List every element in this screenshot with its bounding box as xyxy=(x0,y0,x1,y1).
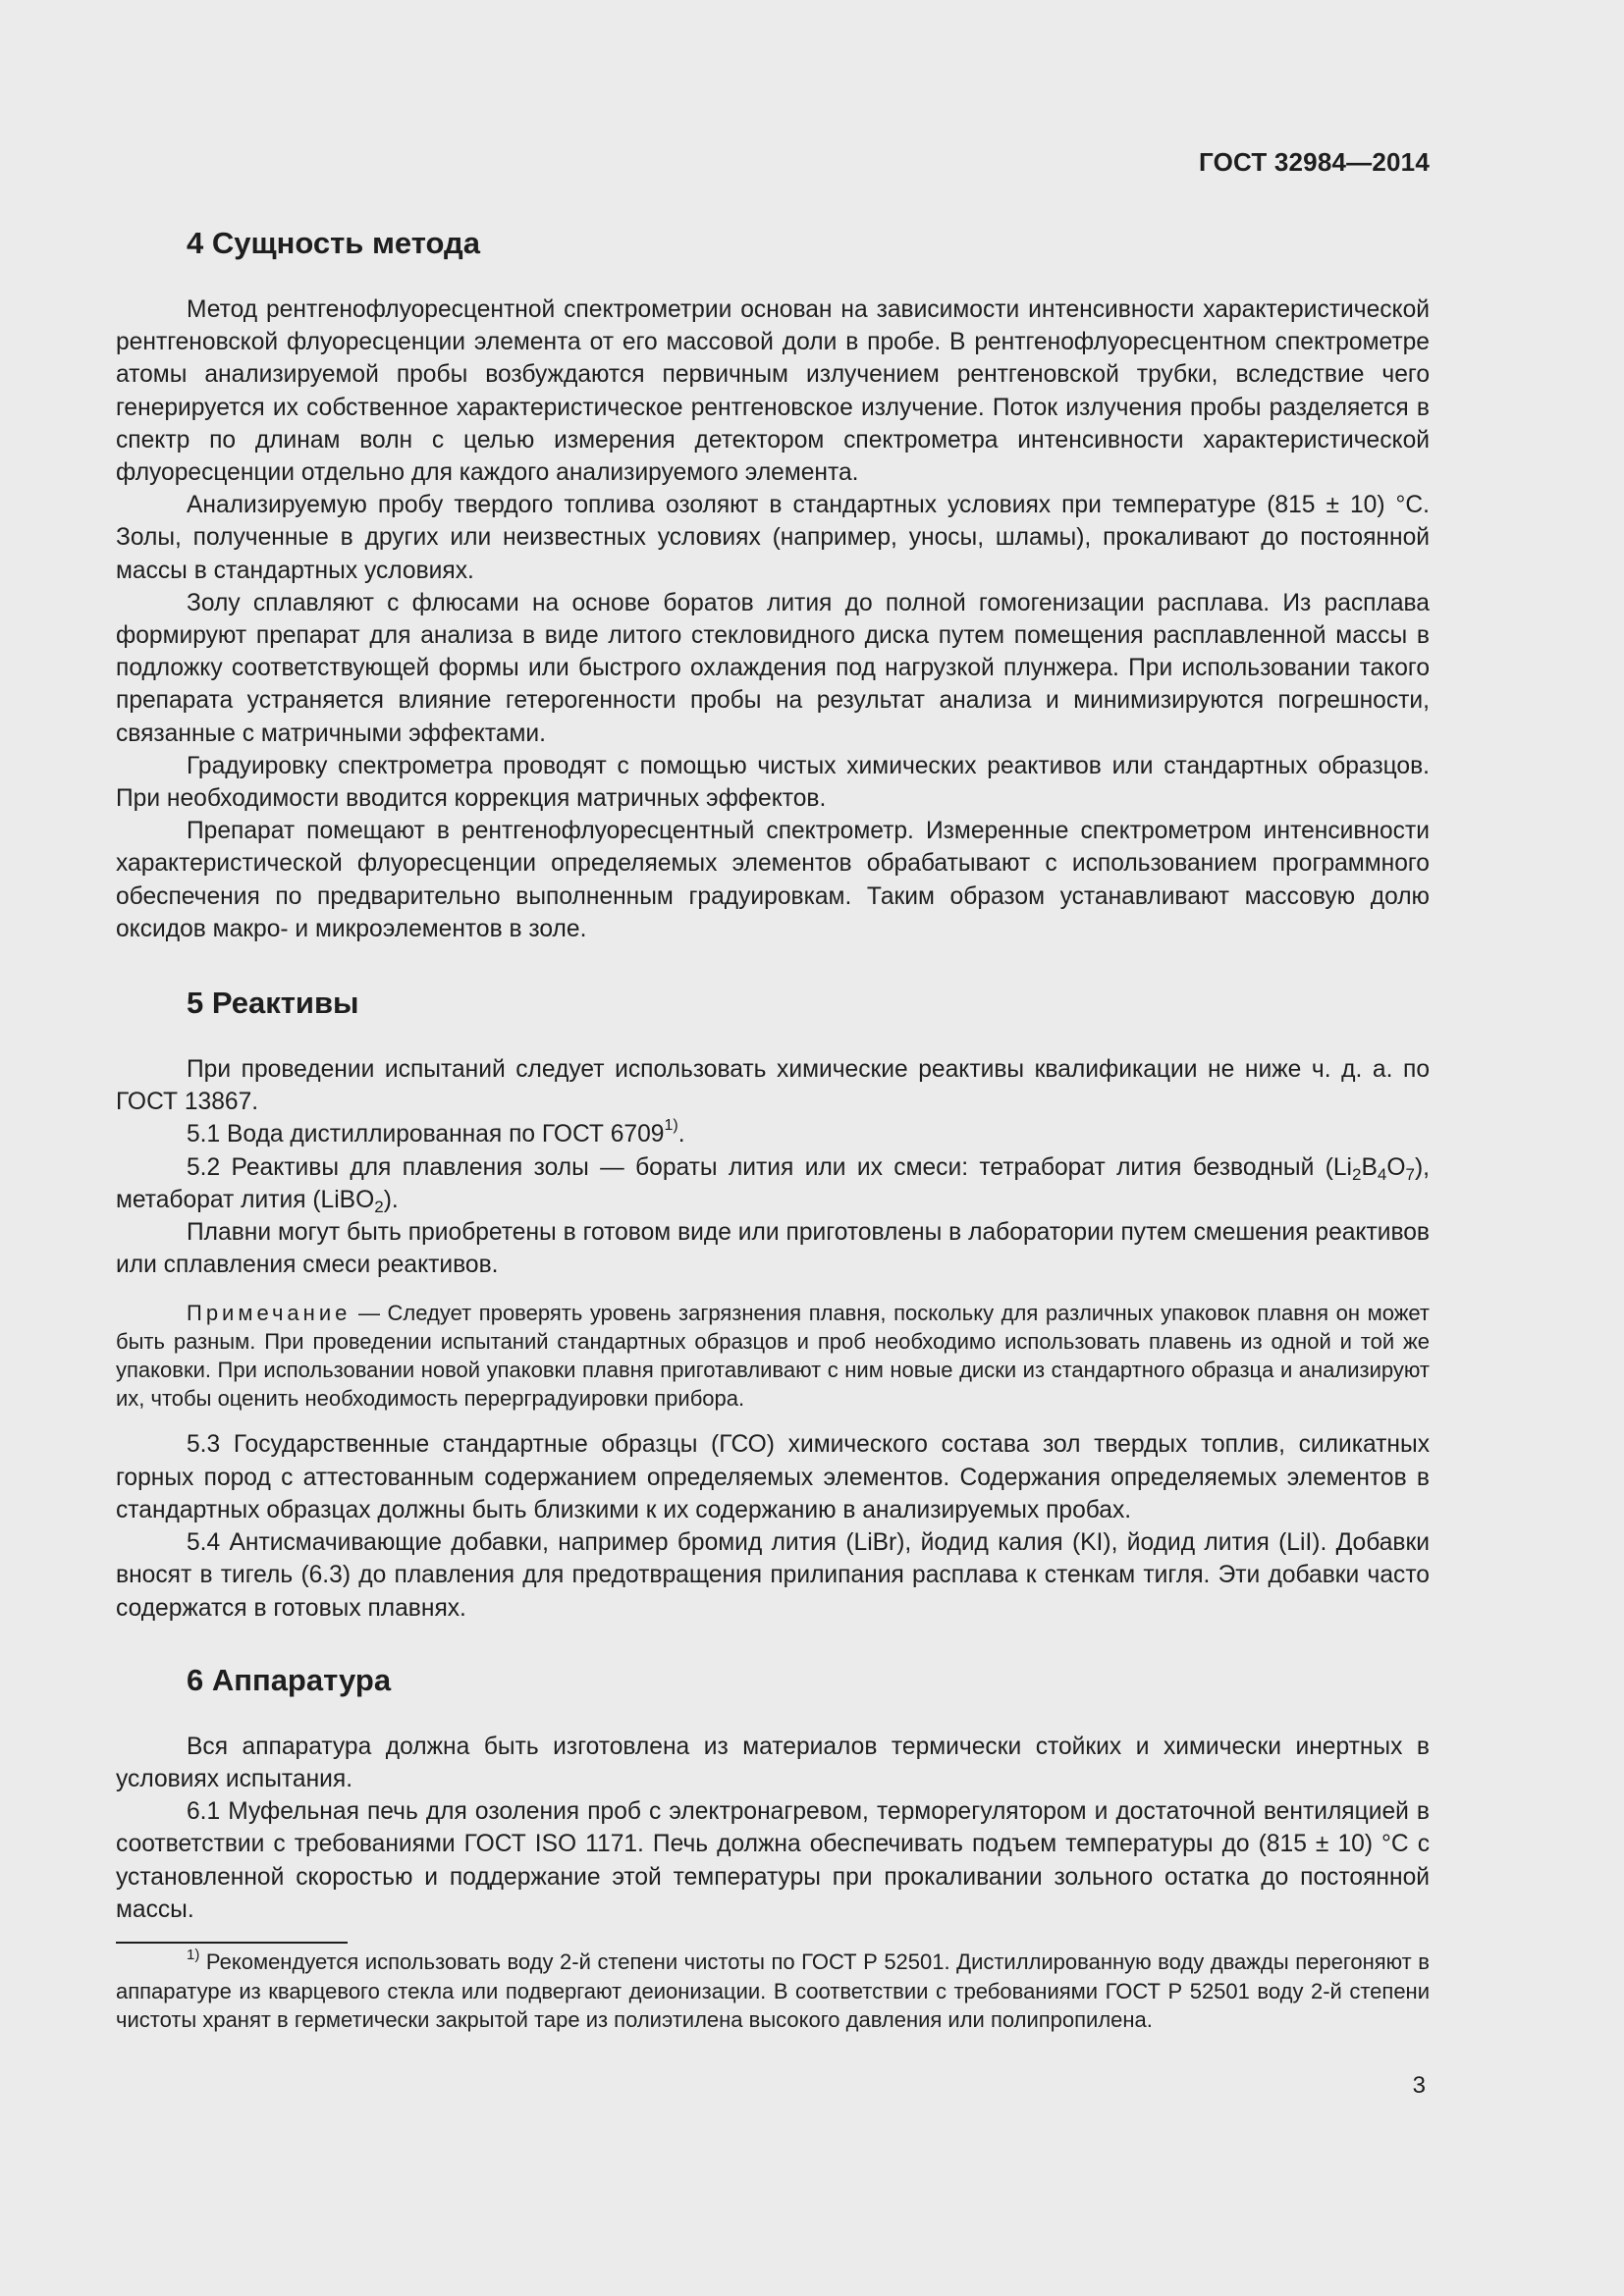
clause-5-2-text-d: ), метаборат лития (LiBO xyxy=(116,1153,1430,1213)
section-4-paragraph-1: Метод рентгенофлуоресцентной спектрометрии основан на зависимости интенсивности характеристической рентгеновской флуоресценции элемента от его массовой доли в пробе. В рентгенофлуоресцентном спектрометре атомы анализируемой пробы возбуждаются первичным излучением рентгеновской трубки, вследствие чего генерируется их собственное характеристическое рентгеновское излучение. Поток излучения пробы разделяется в спектр по длинам волн с целью измерения детектором спектрометра интенсивности характеристической флуоресценции отдельно для каждого анализируемого элемента. xyxy=(116,296,1430,487)
main-content xyxy=(116,224,1430,1926)
clause-5-2-text-e: ). xyxy=(383,1186,399,1213)
subscript: 4 xyxy=(1377,1164,1387,1184)
section-4-paragraph-4: Градуировку спектрометра проводят с помощью чистых химических реактивов или стандартных образцов. При необходимости вводится коррекция матричных эффектов. xyxy=(116,752,1430,813)
footnote-separator xyxy=(116,1942,348,1944)
footnote-ref-1[interactable]: 1) xyxy=(664,1117,678,1135)
note-block xyxy=(116,1299,1430,1413)
clause-5-2 xyxy=(116,1151,1430,1216)
section-4-paragraph-3: Золу сплавляют с флюсами на основе боратов лития до полной гомогенизации расплава. Из расплава формируют препарат для анализа в виде литого стекловидного диска путем помещения расплавленной массы в подложку соответствующей формы или быстрого охлаждения под нагрузкой плунжера. При использовании такого препарата устраняется влияние гетерогенности пробы на результат анализа и минимизируются погрешности, связанные с матричными эффектами. xyxy=(116,589,1430,747)
footnote xyxy=(116,1948,1430,2035)
section-6-intro: Вся аппаратура должна быть изготовлена из материалов термически стойких и химически инертных в условиях испытания. xyxy=(116,1733,1430,1792)
clause-6-1: 6.1 Муфельная печь для озоления проб с электронагревом, терморегулятором и достаточной вентиляцией в соответствии с требованиями ГОСТ ISO 1171. Печь должна обеспечивать подъем температуры до (815 ± 10) °С с установленной скоростью и поддержание этой температуры при прокаливании зольного остатка до постоянной массы. xyxy=(116,1798,1430,1923)
subscript: 7 xyxy=(1405,1164,1415,1184)
section-4-paragraph-5: Препарат помещают в рентгенофлуоресцентный спектрометр. Измеренные спектрометром интенсивности характеристической флуоресценции определяемых элементов обрабатывают с использованием программного обеспечения по предварительно выполненным градуировкам. Таким образом устанавливают массовую долю оксидов макро- и микроэлементов в золе. xyxy=(116,818,1430,942)
clause-5-4: 5.4 Антисмачивающие добавки, например бромид лития (LiBr), йодид калия (KI), йодид лития (LiI). Добавки вносят в тигель (6.3) до плавления для предотвращения прилипания расплава к стенкам тигля. Эти добавки часто содержатся в готовых плавнях. xyxy=(116,1529,1430,1622)
section-4-title: 4 Сущность метода xyxy=(187,226,480,260)
subscript: 2 xyxy=(374,1197,384,1216)
clause-5-1-text: 5.1 Вода дистиллированная по ГОСТ 6709 xyxy=(187,1121,665,1148)
clause-5-3: 5.3 Государственные стандартные образцы (ГСО) химического состава зол твердых топлив, силикатных горных пород с аттестованным содержанием определяемых элементов. Содержания определяемых элементов в стандартных образцах должны быть близкими к их содержанию в анализируемых пробах. xyxy=(116,1431,1430,1523)
clause-5-2-text-a: 5.2 Реактивы для плавления золы — бораты лития или их смеси: тетраборат лития безводный (Li xyxy=(187,1153,1353,1181)
note-label: Примечание xyxy=(187,1301,352,1326)
section-4-paragraph-2: Анализируемую пробу твердого топлива озоляют в стандартных условиях при температуре (815 ± 10) °С. Золы, полученные в других или неизвестных условиях (например, уносы, шламы), прокаливают до постоянной массы в стандартных условиях. xyxy=(116,492,1430,584)
clause-5-2-text-b: B xyxy=(1361,1153,1378,1181)
clause-5-2-continuation: Плавни могут быть приобретены в готовом виде или приготовлены в лаборатории путем смешения реактивов или сплавления смеси реактивов. xyxy=(116,1219,1430,1279)
section-5-title: 5 Реактивы xyxy=(187,986,359,1021)
subscript: 2 xyxy=(1352,1164,1362,1184)
clause-5-1-end: . xyxy=(677,1121,685,1148)
footnote-text: Рекомендуется использовать воду 2-й степени чистоты по ГОСТ Р 52501. Дистиллированную воду дважды перегоняют в аппаратуре из кварцевого стекла или подвергают деионизации. В соответствии с требованиями ГОСТ Р 52501 воду 2-й степени чистоты хранят в герметически закрытой таре из полиэтилена высокого давления или полипропилена. xyxy=(116,1949,1430,2032)
clause-5-2-text-c: O xyxy=(1386,1153,1406,1181)
section-6-title: 6 Аппаратура xyxy=(187,1662,392,1697)
footnote-marker: 1) xyxy=(187,1947,200,1963)
document-code: ГОСТ 32984—2014 xyxy=(1199,147,1430,177)
clause-5-1 xyxy=(116,1118,1430,1150)
section-5-intro: При проведении испытаний следует использовать химические реактивы квалификации не ниже ч. д. а. по ГОСТ 13867. xyxy=(116,1056,1430,1116)
page-number: 3 xyxy=(1412,2072,1426,2099)
note-text: — Следует проверять уровень загрязнения плавня, поскольку для различных упаковок плавня он может быть разным. При проведении испытаний стандартных образцов и проб необходимо использовать плавень из одной и той же упаковки. При использовании новой упаковки плавня приготавливают с ним новые диски из стандартного образца и анализируют их, чтобы оценить необходимость перерградуировки прибора. xyxy=(116,1301,1430,1412)
